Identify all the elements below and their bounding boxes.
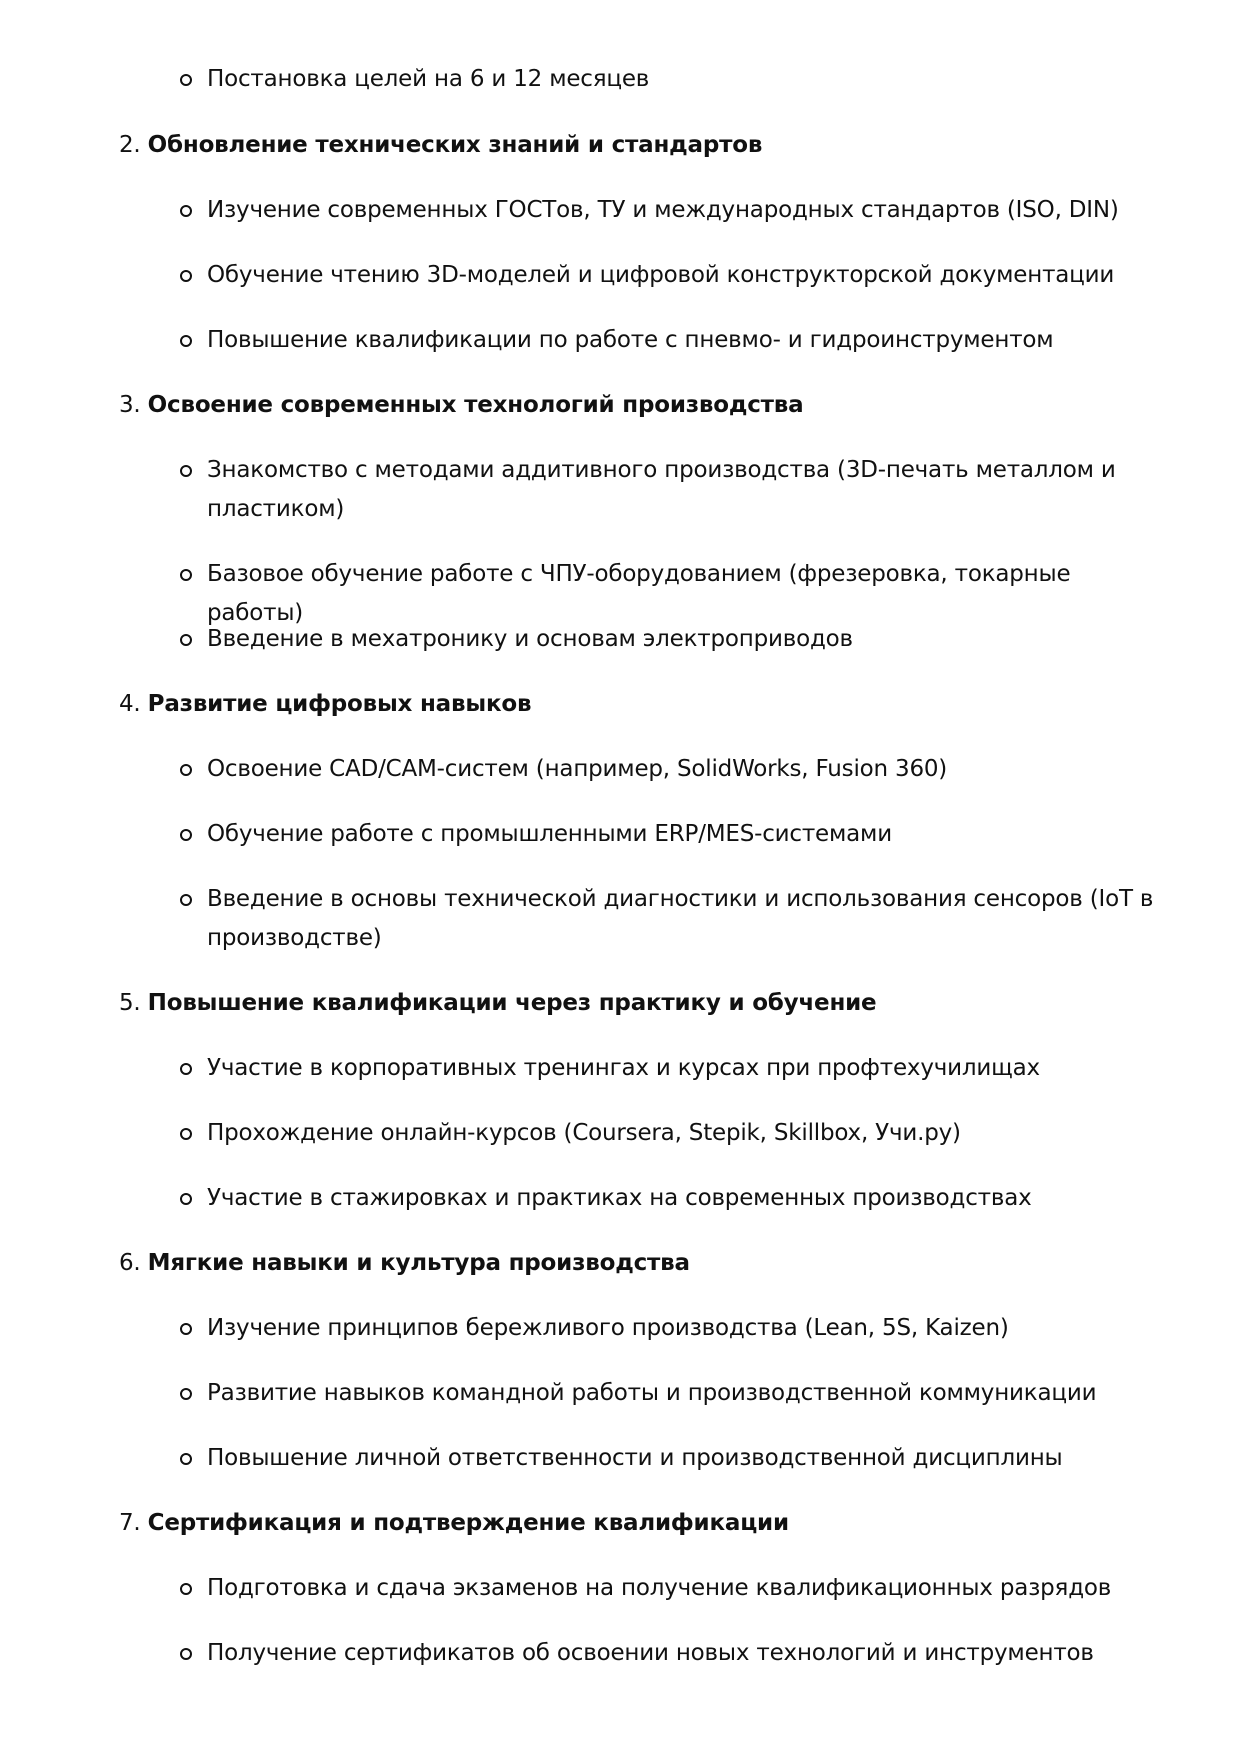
section-heading <box>119 1504 1119 1543</box>
list-item-text: Прохождение онлайн-курсов (Coursera, Stepik, Skillbox, Учи.ру) <box>207 1120 961 1146</box>
section-heading <box>119 685 1119 724</box>
section-title: Повышение квалификации через практику и обучение <box>147 990 877 1016</box>
circle-bullet-icon <box>180 1648 192 1660</box>
section-number: 2. <box>119 132 141 158</box>
list-item-text: Обучение работе с промышленными ERP/MES-системами <box>207 821 892 847</box>
list-item <box>207 750 1157 789</box>
list-item <box>207 1049 1157 1088</box>
list-item <box>207 815 1157 854</box>
section-title: Освоение современных технологий производства <box>147 392 804 418</box>
list-item-text: Участие в корпоративных тренингах и курсах при профтехучилищах <box>207 1055 1040 1081</box>
list-item-text: Знакомство с методами аддитивного производства (3D-печать металлом и пластиком) <box>207 457 1116 522</box>
section-heading <box>119 126 1119 165</box>
list-item-text: Подготовка и сдача экзаменов на получение квалификационных разрядов <box>207 1575 1112 1601</box>
list-item-text: Обучение чтению 3D-моделей и цифровой конструкторской документации <box>207 262 1115 288</box>
circle-bullet-icon <box>180 465 192 477</box>
list-item <box>207 1309 1157 1348</box>
circle-bullet-icon <box>180 1323 192 1335</box>
list-item-text: Участие в стажировках и практиках на современных производствах <box>207 1185 1032 1211</box>
section-title: Мягкие навыки и культура производства <box>147 1250 690 1276</box>
list-item-text: Введение в основы технической диагностики и использования сенсоров (IoT в производстве) <box>207 886 1154 951</box>
circle-bullet-icon <box>180 205 192 217</box>
list-item-text: Освоение CAD/CAM-систем (например, SolidWorks, Fusion 360) <box>207 756 948 782</box>
section-number: 7. <box>119 1510 141 1536</box>
list-item-text: Базовое обучение работе с ЧПУ-оборудованием (фрезеровка, токарные работы) <box>207 561 1071 626</box>
section-title: Сертификация и подтверждение квалификации <box>147 1510 789 1536</box>
circle-bullet-icon <box>180 894 192 906</box>
circle-bullet-icon <box>180 1128 192 1140</box>
list-item <box>207 880 1157 958</box>
list-item-text: Развитие навыков командной работы и производственной коммуникации <box>207 1380 1097 1406</box>
list-item <box>207 60 1157 99</box>
section-heading <box>119 1244 1119 1283</box>
list-item <box>207 191 1157 230</box>
circle-bullet-icon <box>180 270 192 282</box>
list-item <box>207 1114 1157 1153</box>
circle-bullet-icon <box>180 74 192 86</box>
circle-bullet-icon <box>180 634 192 646</box>
list-item <box>207 1634 1157 1673</box>
list-item-text: Изучение принципов бережливого производства (Lean, 5S, Kaizen) <box>207 1315 1009 1341</box>
section-number: 5. <box>119 990 141 1016</box>
list-item-text: Повышение квалификации по работе с пневмо- и гидроинструментом <box>207 327 1054 353</box>
circle-bullet-icon <box>180 1453 192 1465</box>
list-item <box>207 1374 1157 1413</box>
list-item <box>207 1439 1157 1478</box>
list-item <box>207 620 1157 659</box>
circle-bullet-icon <box>180 1583 192 1595</box>
section-title: Обновление технических знаний и стандартов <box>147 132 763 158</box>
section-heading <box>119 984 1119 1023</box>
list-item-text: Введение в мехатронику и основам электроприводов <box>207 626 853 652</box>
list-item <box>207 451 1157 529</box>
section-number: 6. <box>119 1250 141 1276</box>
list-item-text: Получение сертификатов об освоении новых технологий и инструментов <box>207 1640 1094 1666</box>
list-item-text: Постановка целей на 6 и 12 месяцев <box>207 66 650 92</box>
circle-bullet-icon <box>180 1193 192 1205</box>
circle-bullet-icon <box>180 569 192 581</box>
list-item <box>207 1569 1157 1608</box>
list-item-text: Изучение современных ГОСТов, ТУ и международных стандартов (ISO, DIN) <box>207 197 1119 223</box>
section-number: 4. <box>119 691 141 717</box>
list-item-text: Повышение личной ответственности и производственной дисциплины <box>207 1445 1063 1471</box>
section-number: 3. <box>119 392 141 418</box>
circle-bullet-icon <box>180 335 192 347</box>
circle-bullet-icon <box>180 1063 192 1075</box>
list-item <box>207 1179 1157 1218</box>
section-heading <box>119 386 1119 425</box>
circle-bullet-icon <box>180 829 192 841</box>
list-item <box>207 321 1157 360</box>
circle-bullet-icon <box>180 1388 192 1400</box>
section-title: Развитие цифровых навыков <box>147 691 532 717</box>
list-item <box>207 256 1157 295</box>
circle-bullet-icon <box>180 764 192 776</box>
